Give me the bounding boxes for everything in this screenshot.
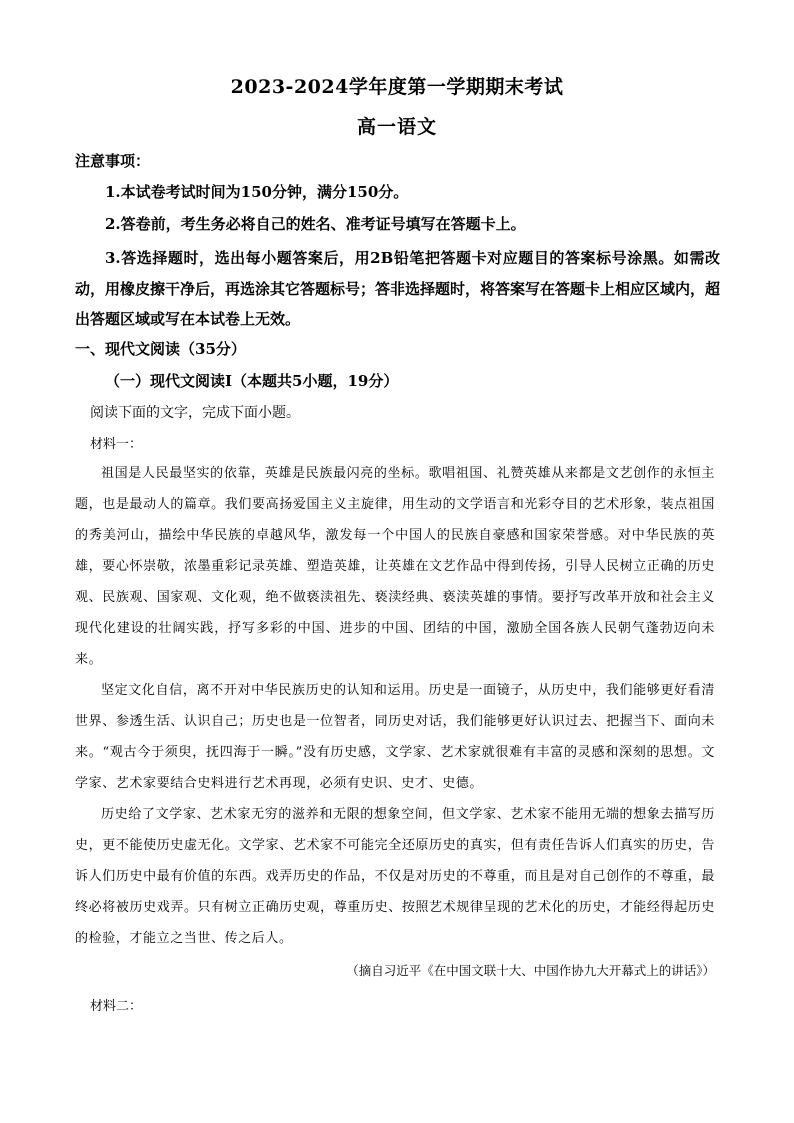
exam-title: 2023-2024学年度第一学期期末考试 xyxy=(230,76,564,98)
material-2-label: 材料二： xyxy=(90,999,143,1014)
exam-subject: 高一语文 xyxy=(356,116,437,138)
material-1-paragraph: 祖国是人民最坚实的依靠，英雄是民族最闪亮的坐标。歌唱祖国、礼赞英雄从来都是文艺创作的永恒主题，也是最动人的篇章。我们要高扬爱国主义主旋律，用生动的文学语言和光彩夺目的艺术形象，装点祖国的秀美河山，描绘中华民族的卓越风华，激发每一个中国人的民族自豪感和国家荣誉感。对中华民族的英雄，要心怀崇敬，浓墨重彩记录英雄、塑造英雄，让英雄在文艺作品中得到传扬，引导人民树立正确的历史观、民族观、国家观、文化观，绝不做亵渎祖先、亵渎经典、亵渎英雄的事情。要抒写改革开放和社会主义现代化建设的壮阔实践，抒写多彩的中国、进步的中国、团结的中国，激励全国各族人民朝气蓬勃迈向未来。 xyxy=(75,466,715,667)
subsection-heading: （一）现代文阅读Ⅰ（本题共5小题，19分） xyxy=(105,372,399,390)
reading-instruction: 阅读下面的文字，完成下面小题。 xyxy=(90,405,300,421)
section-heading: 一、现代文阅读（35分） xyxy=(75,340,246,358)
material-1-paragraph: 历史给了文学家、艺术家无穷的滋养和无限的想象空间，但文学家、艺术家不能用无端的想象去描写历史，更不能使历史虚无化。文学家、艺术家不可能完全还原历史的真实，但有责任告诉人们真实的历史，告诉人们历史中最有价值的东西。戏弄历史的作品，不仅是对历史的不尊重，而且是对自己创作的不尊重，最终必将被历史戏弄。只有树立正确历史观，尊重历史、按照艺术规律呈现的艺术化的历史，才能经得起历史的检验，才能立之当世、传之后人。 xyxy=(75,807,715,946)
material-1-source: （摘自习近平《在中国文联十大、中国作协九大开幕式上的讲话》） xyxy=(346,963,715,978)
notice-item-3: 3.答选择题时，选出每小题答案后，用2B铅笔把答题卡对应题目的答案标号涂黑。如需改动，用橡皮擦干净后，再选涂其它答题标号；答非选择题时，将答案写在答题卡上相应区域内，超出答题区域或写在本试卷上无效。 xyxy=(75,249,721,328)
material-1-paragraph: 坚定文化自信，离不开对中华民族历史的认知和运用。历史是一面镜子，从历史中，我们能够更好看清世界、参透生活、认识自己；历史也是一位智者，同历史对话，我们能够更好认识过去、把握当下、面向未来。“观古今于须臾，抚四海于一瞬。”没有历史感，文学家、艺术家就很难有丰富的灵感和深刻的思想。文学家、艺术家要结合史料进行艺术再现，必须有史识、史才、史德。 xyxy=(75,683,715,791)
notice-heading: 注意事项： xyxy=(75,152,151,170)
notice-item-1: 1.本试卷考试时间为150分钟，满分150分。 xyxy=(105,183,409,201)
notice-item-2: 2.答卷前，考生务必将自己的姓名、准考证号填写在答题卡上。 xyxy=(105,215,526,233)
material-1-label: 材料一： xyxy=(90,437,143,452)
